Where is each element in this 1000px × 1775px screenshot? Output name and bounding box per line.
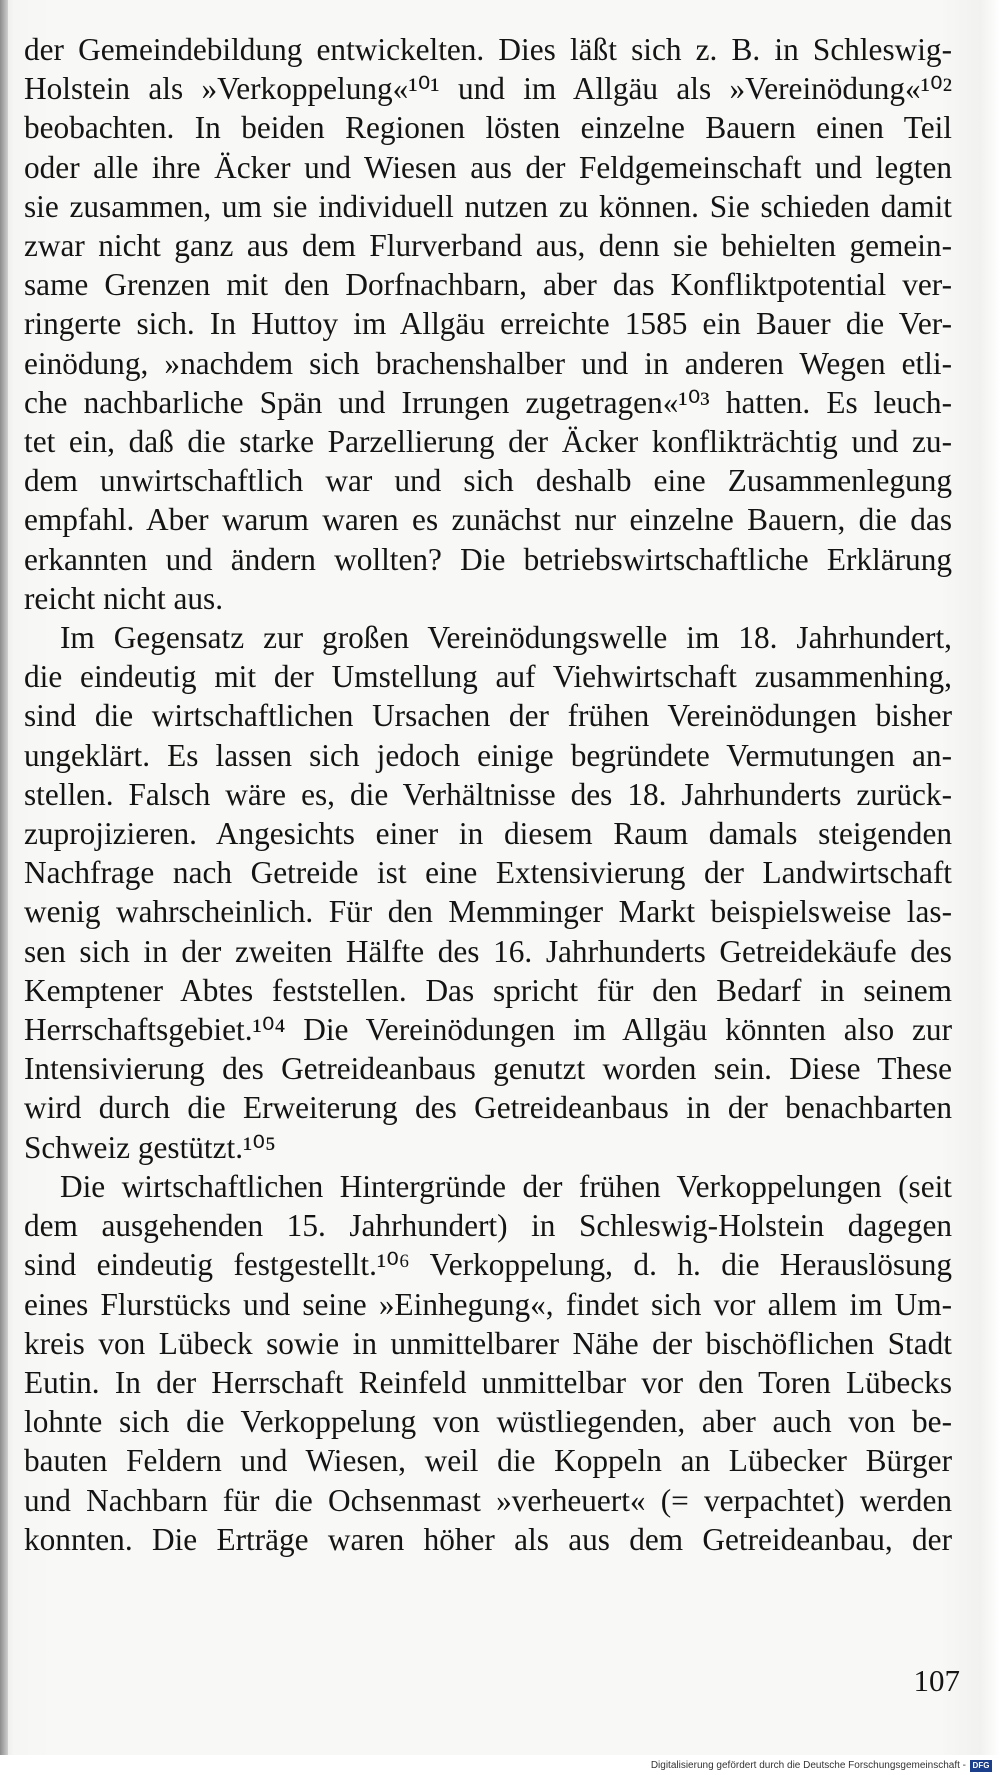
text-line: stellen. Falsch wäre es, die Verhältnisse des 18. Jahrhunderts zurück-: [24, 776, 952, 812]
text-line: sind eindeutig festgestellt.¹⁰⁶ Verkoppelung, d. h. die Herauslösung: [24, 1247, 952, 1283]
text-line: dem unwirtschaftlich war und sich deshalb eine Zusammenlegung: [24, 463, 952, 499]
text-line: Intensivierung des Getreideanbaus genutzt worden sein. Diese These: [24, 1051, 952, 1087]
paragraph-2: [24, 618, 952, 1167]
text-line: Nachfrage nach Getreide ist eine Extensivierung der Landwirtschaft: [24, 855, 952, 891]
text-line: Kemptener Abtes feststellen. Das spricht für den Bedarf in seinem: [24, 972, 952, 1008]
text-line: die eindeutig mit der Umstellung auf Viehwirtschaft zusammenhing,: [24, 659, 952, 695]
text-line: reicht nicht aus.: [24, 580, 224, 616]
text-line: ringerte sich. In Huttoy im Allgäu erreichte 1585 ein Bauer die Ver-: [24, 306, 952, 342]
text-line: kreis von Lübeck sowie in unmittelbarer Nähe der bischöflichen Stadt: [24, 1325, 952, 1361]
text-line: Herrschaftsgebiet.¹⁰⁴ Die Vereinödungen im Allgäu könnten also zur: [24, 1012, 952, 1048]
text-line: Schweiz gestützt.¹⁰⁵: [24, 1129, 276, 1165]
page-number: 107: [913, 1663, 960, 1698]
text-line: sind die wirtschaftlichen Ursachen der frühen Vereinödungen bisher: [24, 698, 952, 734]
text-line: sen sich in der zweiten Hälfte des 16. Jahrhunderts Getreidekäufe des: [24, 933, 952, 969]
text-line: wird durch die Erweiterung des Getreideanbaus in der benachbarten: [24, 1090, 952, 1126]
text-line: konnten. Die Erträge waren höher als aus dem Getreideanbau, der: [24, 1521, 952, 1557]
scan-edge-shadow: [0, 0, 8, 1775]
text-line: zwar nicht ganz aus dem Flurverband aus, denn sie behielten gemein-: [24, 228, 952, 264]
funding-notice: Digitalisierung gefördert durch die Deutsche Forschungsgemeinschaft -: [650, 1760, 966, 1771]
text-line: Holstein als »Verkoppelung«¹⁰¹ und im Allgäu als »Vereinödung«¹⁰²: [24, 71, 952, 107]
dfg-logo: DFG: [970, 1760, 992, 1772]
text-line: ungeklärt. Es lassen sich jedoch einige begründete Vermutungen an-: [24, 737, 952, 773]
text-line: dem ausgehenden 15. Jahrhundert) in Schleswig-Holstein dagegen: [24, 1208, 952, 1244]
paragraph-3: [24, 1167, 952, 1559]
text-line: bauten Feldern und Wiesen, weil die Koppeln an Lübecker Bürger: [24, 1443, 952, 1479]
paragraph-1: [24, 30, 952, 618]
text-line: zuprojizieren. Angesichts einer in diesem Raum damals steigenden: [24, 816, 952, 852]
text-line: einödung, »nachdem sich brachenshalber und in anderen Wegen etli-: [24, 345, 952, 381]
text-line: beobachten. In beiden Regionen lösten einzelne Bauern einen Teil: [24, 110, 952, 146]
text-line: tet ein, daß die starke Parzellierung der Äcker konflikträchtig und zu-: [24, 424, 952, 460]
text-line: erkannten und ändern wollten? Die betriebswirtschaftliche Erklärung: [24, 541, 952, 577]
text-line: eines Flurstücks und seine »Einhegung«, findet sich vor allem im Um-: [24, 1286, 952, 1322]
text-line: der Gemeindebildung entwickelten. Dies läßt sich z. B. in Schleswig-: [24, 32, 952, 67]
text-line: und Nachbarn für die Ochsenmast »verheuert« (= verpachtet) werden: [24, 1482, 952, 1518]
text-line: oder alle ihre Äcker und Wiesen aus der Feldgemeinschaft und legten: [24, 149, 952, 185]
text-line: same Grenzen mit den Dorfnachbarn, aber das Konfliktpotential ver-: [24, 267, 952, 303]
text-line: che nachbarliche Spän und Irrungen zugetragen«¹⁰³ hatten. Es leuch-: [24, 384, 952, 420]
text-line: empfahl. Aber warum waren es zunächst nur einzelne Bauern, die das: [24, 502, 952, 538]
text-line: sie zusammen, um sie individuell nutzen zu können. Sie schieden damit: [24, 188, 952, 224]
text-line: Im Gegensatz zur großen Vereinödungswelle im 18. Jahrhundert,: [60, 620, 952, 656]
body-text: [24, 30, 952, 1559]
text-line: lohnte sich die Verkoppelung von wüstliegenden, aber auch von be-: [24, 1404, 952, 1440]
text-line: wenig wahrscheinlich. Für den Memminger Markt beispielsweise las-: [24, 894, 952, 930]
text-line: Die wirtschaftlichen Hintergründe der frühen Verkoppelungen (seit: [60, 1168, 952, 1204]
footer-bar: [0, 1755, 1000, 1775]
text-line: Eutin. In der Herrschaft Reinfeld unmittelbar vor den Toren Lübecks: [24, 1364, 952, 1400]
